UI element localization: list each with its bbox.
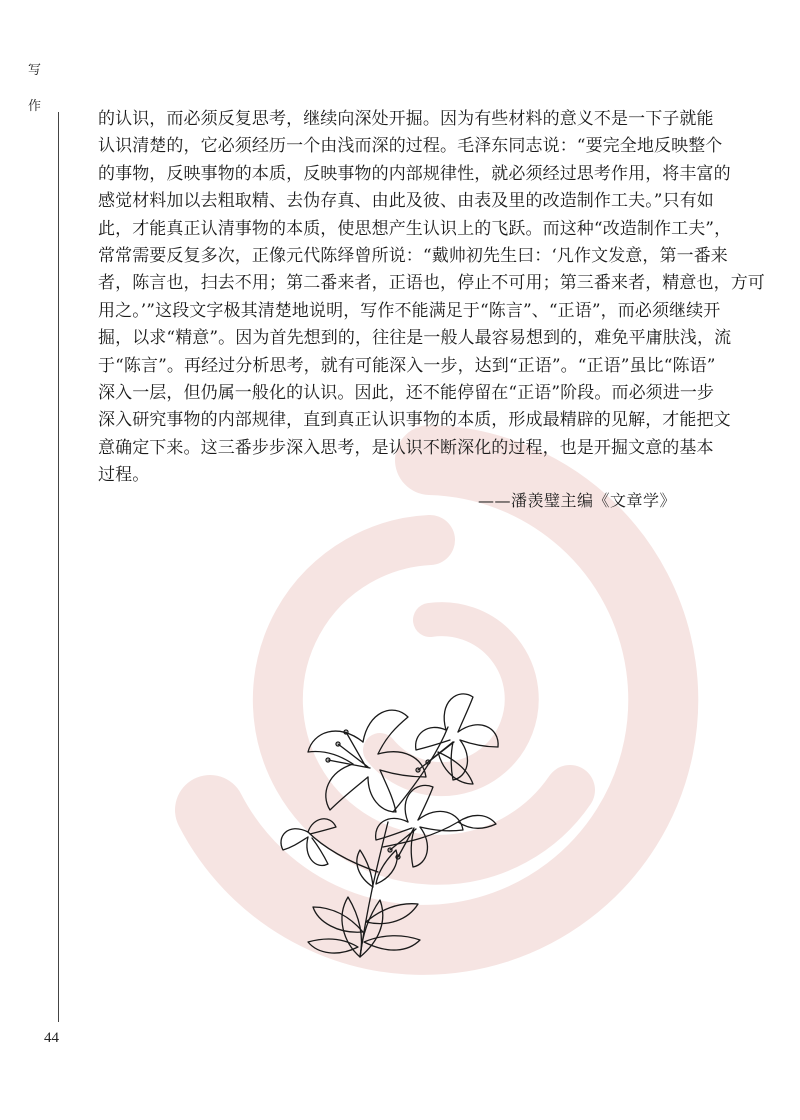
text-line: 者，陈言也，扫去不用；第二番来者，正语也，停止不可用；第三番来者，精意也，方可 — [98, 273, 765, 294]
source-attribution: ——潘羡璧主编《文章学》 — [478, 491, 677, 510]
text-line: 掘，以求“精意”。因为首先想到的，往往是一般人最容易想到的，难免平庸肤浅，流 — [98, 328, 732, 349]
text-line: 意确定下来。这三番步步深入思考，是认识不断深化的过程，也是开掘文意的基本 — [98, 437, 714, 458]
text-line: 于“陈言”。再经过分析思考，就有可能深入一步，达到“正语”。“正语”虽比“陈语” — [98, 355, 716, 376]
margin-rule — [58, 112, 59, 1022]
azalea-flower-icon — [268, 672, 508, 972]
text-line: 常常需要反复多次，正像元代陈绎曾所说：“戴帅初先生曰：‘凡作文发意，第一番来 — [98, 245, 728, 266]
text-line: 此，才能真正认清事物的本质，使思想产生认识上的飞跃。而这种“改造制作工夫”， — [98, 218, 732, 239]
page-number: 44 — [44, 1030, 59, 1046]
text-line: 用之。’”这段文字极其清楚地说明，写作不能满足于“陈言”、“正语”，而必须继续开 — [98, 300, 721, 321]
sidebar-char-xie: 写 — [28, 63, 42, 78]
text-line: 过程。 — [98, 465, 150, 486]
text-line: 深入研究事物的内部规律，直到真正认识事物的本质，形成最精辟的见解，才能把文 — [98, 410, 731, 431]
text-line: 的事物，反映事物的本质，反映事物的内部规律性，就必须经过思考作用，将丰富的 — [98, 163, 731, 184]
sidebar-char-zuo: 作 — [28, 99, 42, 114]
text-line: 认识清楚的，它必须经历一个由浅而深的过程。毛泽东同志说：“要完全地反映整个 — [98, 136, 723, 157]
text-line: 深入一层，但仍属一般化的认识。因此，还不能停留在“正语”阶段。而必须进一步 — [98, 382, 715, 403]
text-line: 的认识，而必须反复思考，继续向深处开掘。因为有些材料的意义不是一下子就能 — [98, 109, 714, 129]
body-paragraph — [98, 106, 765, 489]
text-line: 感觉材料加以去粗取精、去伪存真、由此及彼、由表及里的改造制作工夫。”只有如 — [98, 191, 714, 212]
